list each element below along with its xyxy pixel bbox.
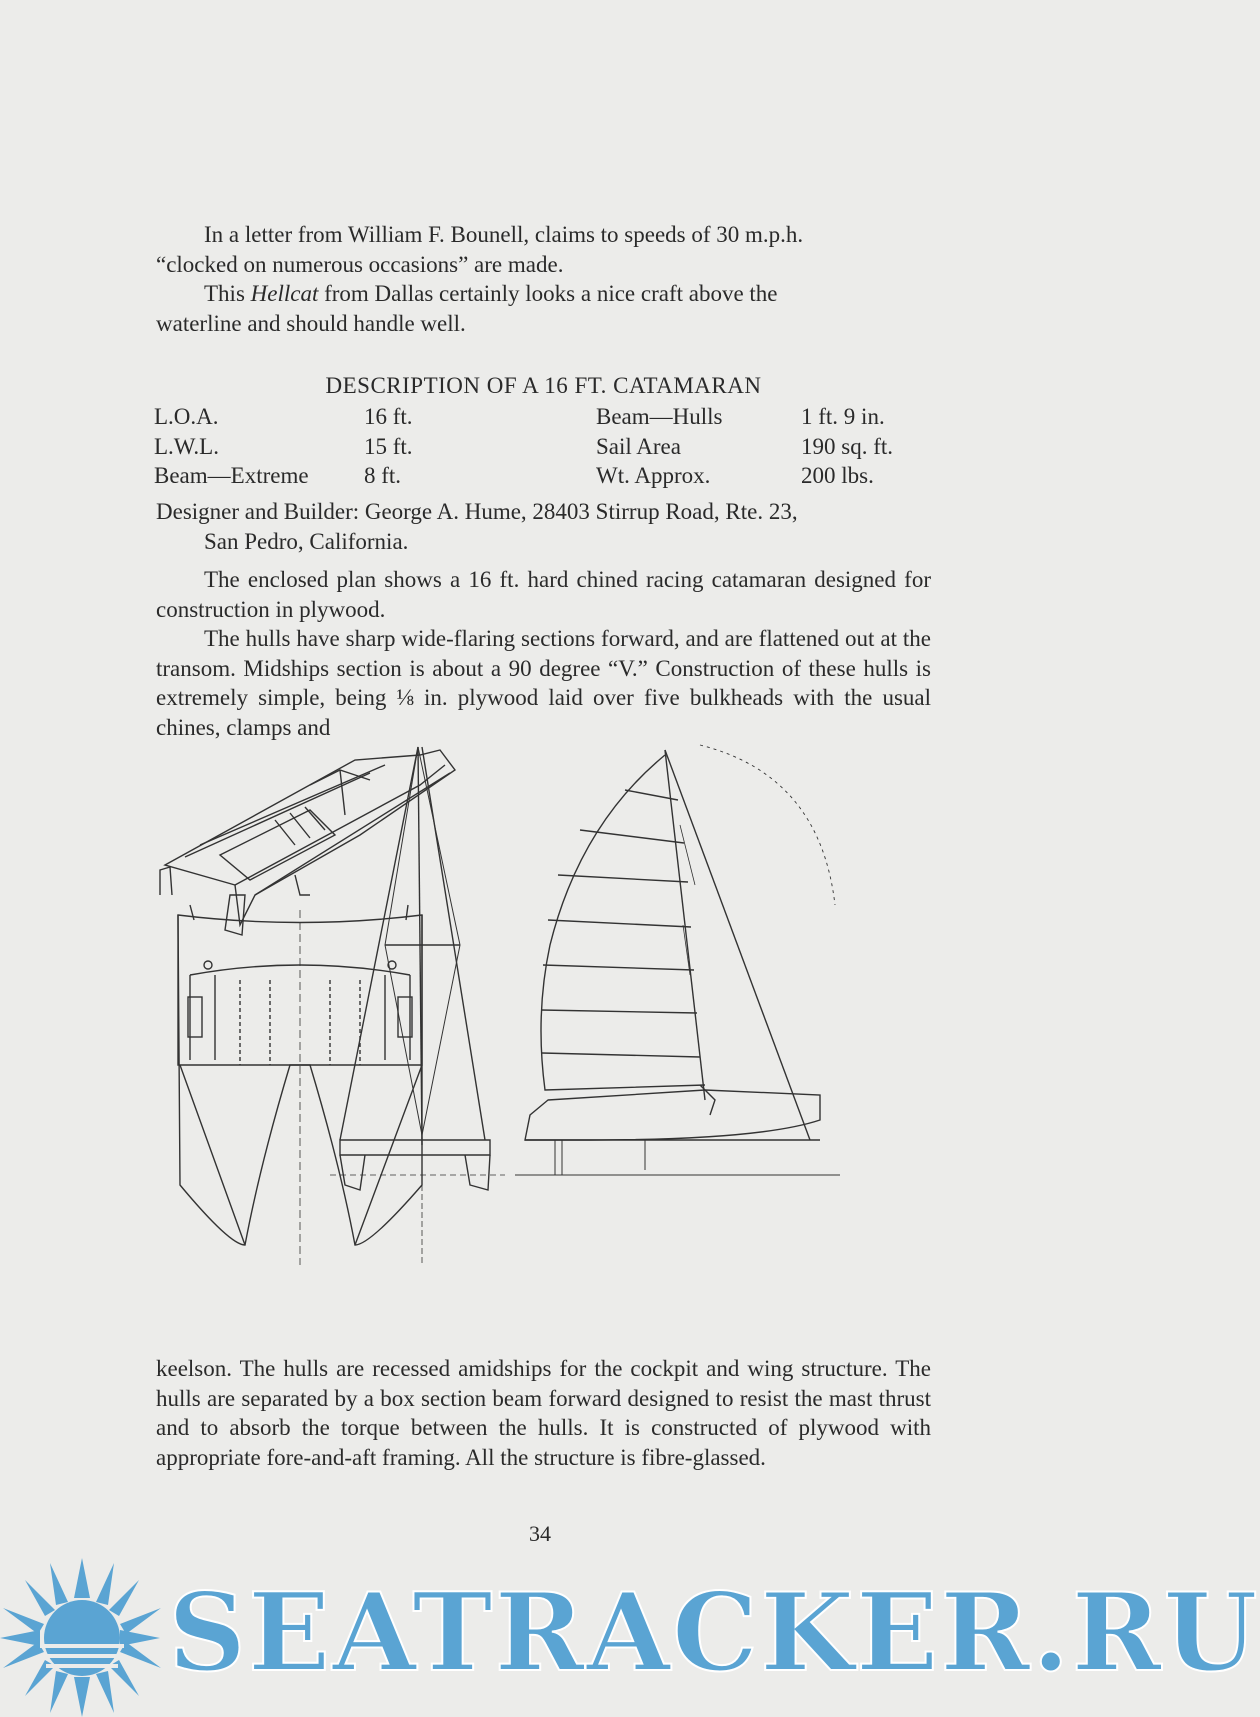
fraction: ⅛ — [396, 685, 414, 710]
spec-label: L.W.L. — [154, 433, 219, 459]
sun-icon — [0, 1558, 161, 1717]
spec-value: 16 ft. — [364, 404, 413, 429]
front-view — [330, 747, 505, 1265]
spec-value-2: 1 ft. 9 in. — [801, 404, 885, 429]
body-text-bottom — [156, 1354, 931, 1472]
intro-para-1: In a letter from William F. Bounell, claims to speeds of 30 m.p.h. “clocked on numerous occasions” are made. — [156, 222, 804, 277]
designer-line-1: Designer and Builder: George A. Hume, 28403 Stirrup Road, Rte. 23, — [156, 499, 798, 524]
plan-view — [178, 905, 422, 1265]
body-para-3: keelson. The hulls are recessed amidships for the cockpit and wing structure. The hulls are separated by a box section beam forward designed to resist the mast thrust and to absorb the torque between the hulls. It is constructed of plywood with appropriate fore-and-aft framing. All the structure is fibre-glassed. — [156, 1356, 931, 1470]
spec-value-2: 200 lbs. — [801, 463, 874, 488]
spec-value: 8 ft. — [364, 463, 402, 488]
spec-table — [154, 404, 893, 493]
spec-value: 15 ft. — [364, 433, 413, 459]
body-text-top — [156, 565, 931, 742]
designer-line-2: San Pedro, California. — [204, 528, 409, 554]
spec-label: L.O.A. — [154, 404, 219, 429]
page-number: 34 — [529, 1521, 551, 1546]
intro-text — [156, 220, 931, 338]
watermark-text: SEATRACKER.RU — [168, 1570, 1260, 1696]
spec-row — [154, 404, 893, 434]
spec-row — [154, 434, 893, 464]
designer-text — [156, 497, 931, 556]
catamaran-plan-drawing — [160, 745, 940, 1345]
boat-name: Hellcat — [250, 281, 319, 306]
body-para-2: The hulls have sharp wide-flaring sections forward, and are flattened out at the transom. Midships section is about a 90 degree “V.” Construction of these hulls is extremely simple, being ⅛ in. plywood laid over five bulkheads with the usual chines, clamps and — [156, 626, 932, 740]
body-para-1: The enclosed plan shows a 16 ft. hard chined racing catamaran designed for construction in plywood. — [156, 567, 931, 622]
spec-row — [154, 463, 893, 493]
spec-value-2: 190 sq. ft. — [801, 433, 893, 459]
section-heading: DESCRIPTION OF A 16 FT. CATAMARAN — [325, 373, 762, 398]
spec-label-2: Beam—Hulls — [596, 404, 723, 429]
spec-label-2: Sail Area — [596, 433, 681, 459]
side-profile-view — [515, 745, 840, 1175]
spec-label: Beam—Extreme — [154, 463, 309, 488]
perspective-view — [160, 750, 455, 935]
spec-label-2: Wt. Approx. — [596, 463, 711, 488]
intro-para-2: This Hellcat from Dallas certainly looks a nice craft above the waterline and should handle well. — [156, 281, 778, 336]
